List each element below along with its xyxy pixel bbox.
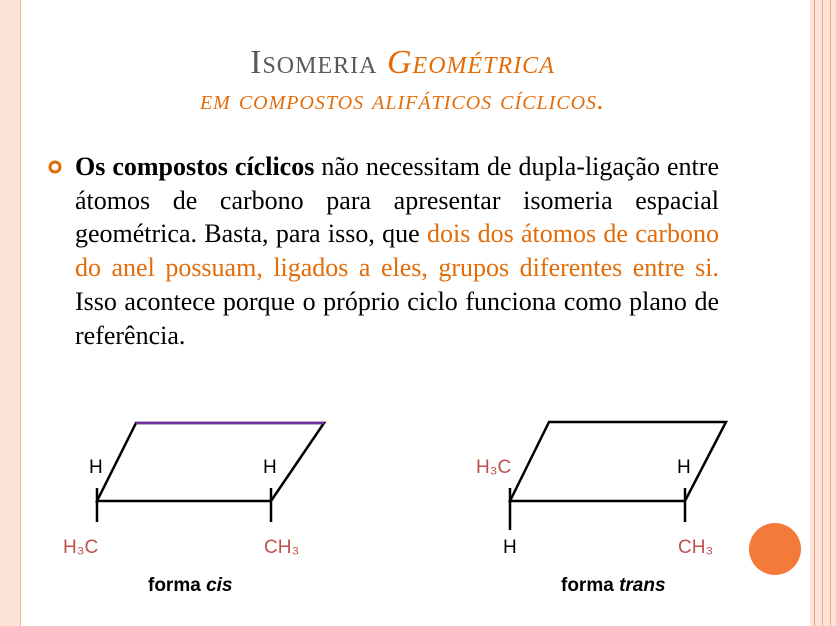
cis-label-bottom-right: CH₃: [264, 537, 300, 558]
trans-diagram: [476, 422, 726, 596]
cis-label-bottom-left: H₃C: [63, 537, 99, 558]
cis-label-top-left: H: [89, 457, 103, 478]
title-part-1: Isomeria: [250, 44, 378, 81]
body-text-1: não necessitam de dupla-ligação entre átomos de carbono para apresentar isomeria espacial geométrica. Basta, para isso, que: [75, 152, 719, 249]
cis-caption: forma cis: [148, 575, 233, 596]
bold-lead: Os compostos cíclicos: [75, 152, 315, 181]
trans-caption: forma trans: [561, 575, 666, 596]
title-line-2: em compostos alifáticos cíclicos.: [199, 85, 606, 116]
cis-ring-plane: [97, 423, 324, 501]
trans-label-bottom-left: H: [503, 537, 517, 558]
trans-label-top-left: H₃C: [476, 457, 512, 478]
trans-label-bottom-right: CH₃: [678, 537, 714, 558]
decorative-circle: [749, 523, 801, 575]
cis-diagram: [63, 423, 324, 596]
trans-label-top-right: H: [677, 457, 691, 478]
trans-ring-plane: [510, 422, 726, 501]
body-text-2: Isso acontece porque o próprio ciclo funciona como plano de referência.: [75, 286, 719, 350]
body-highlight: dois dos átomos de carbono do anel possuam, ligados a eles, grupos diferentes entre si.: [75, 219, 719, 283]
cis-label-top-right: H: [263, 457, 277, 478]
title-part-2: Geométrica: [386, 44, 555, 81]
